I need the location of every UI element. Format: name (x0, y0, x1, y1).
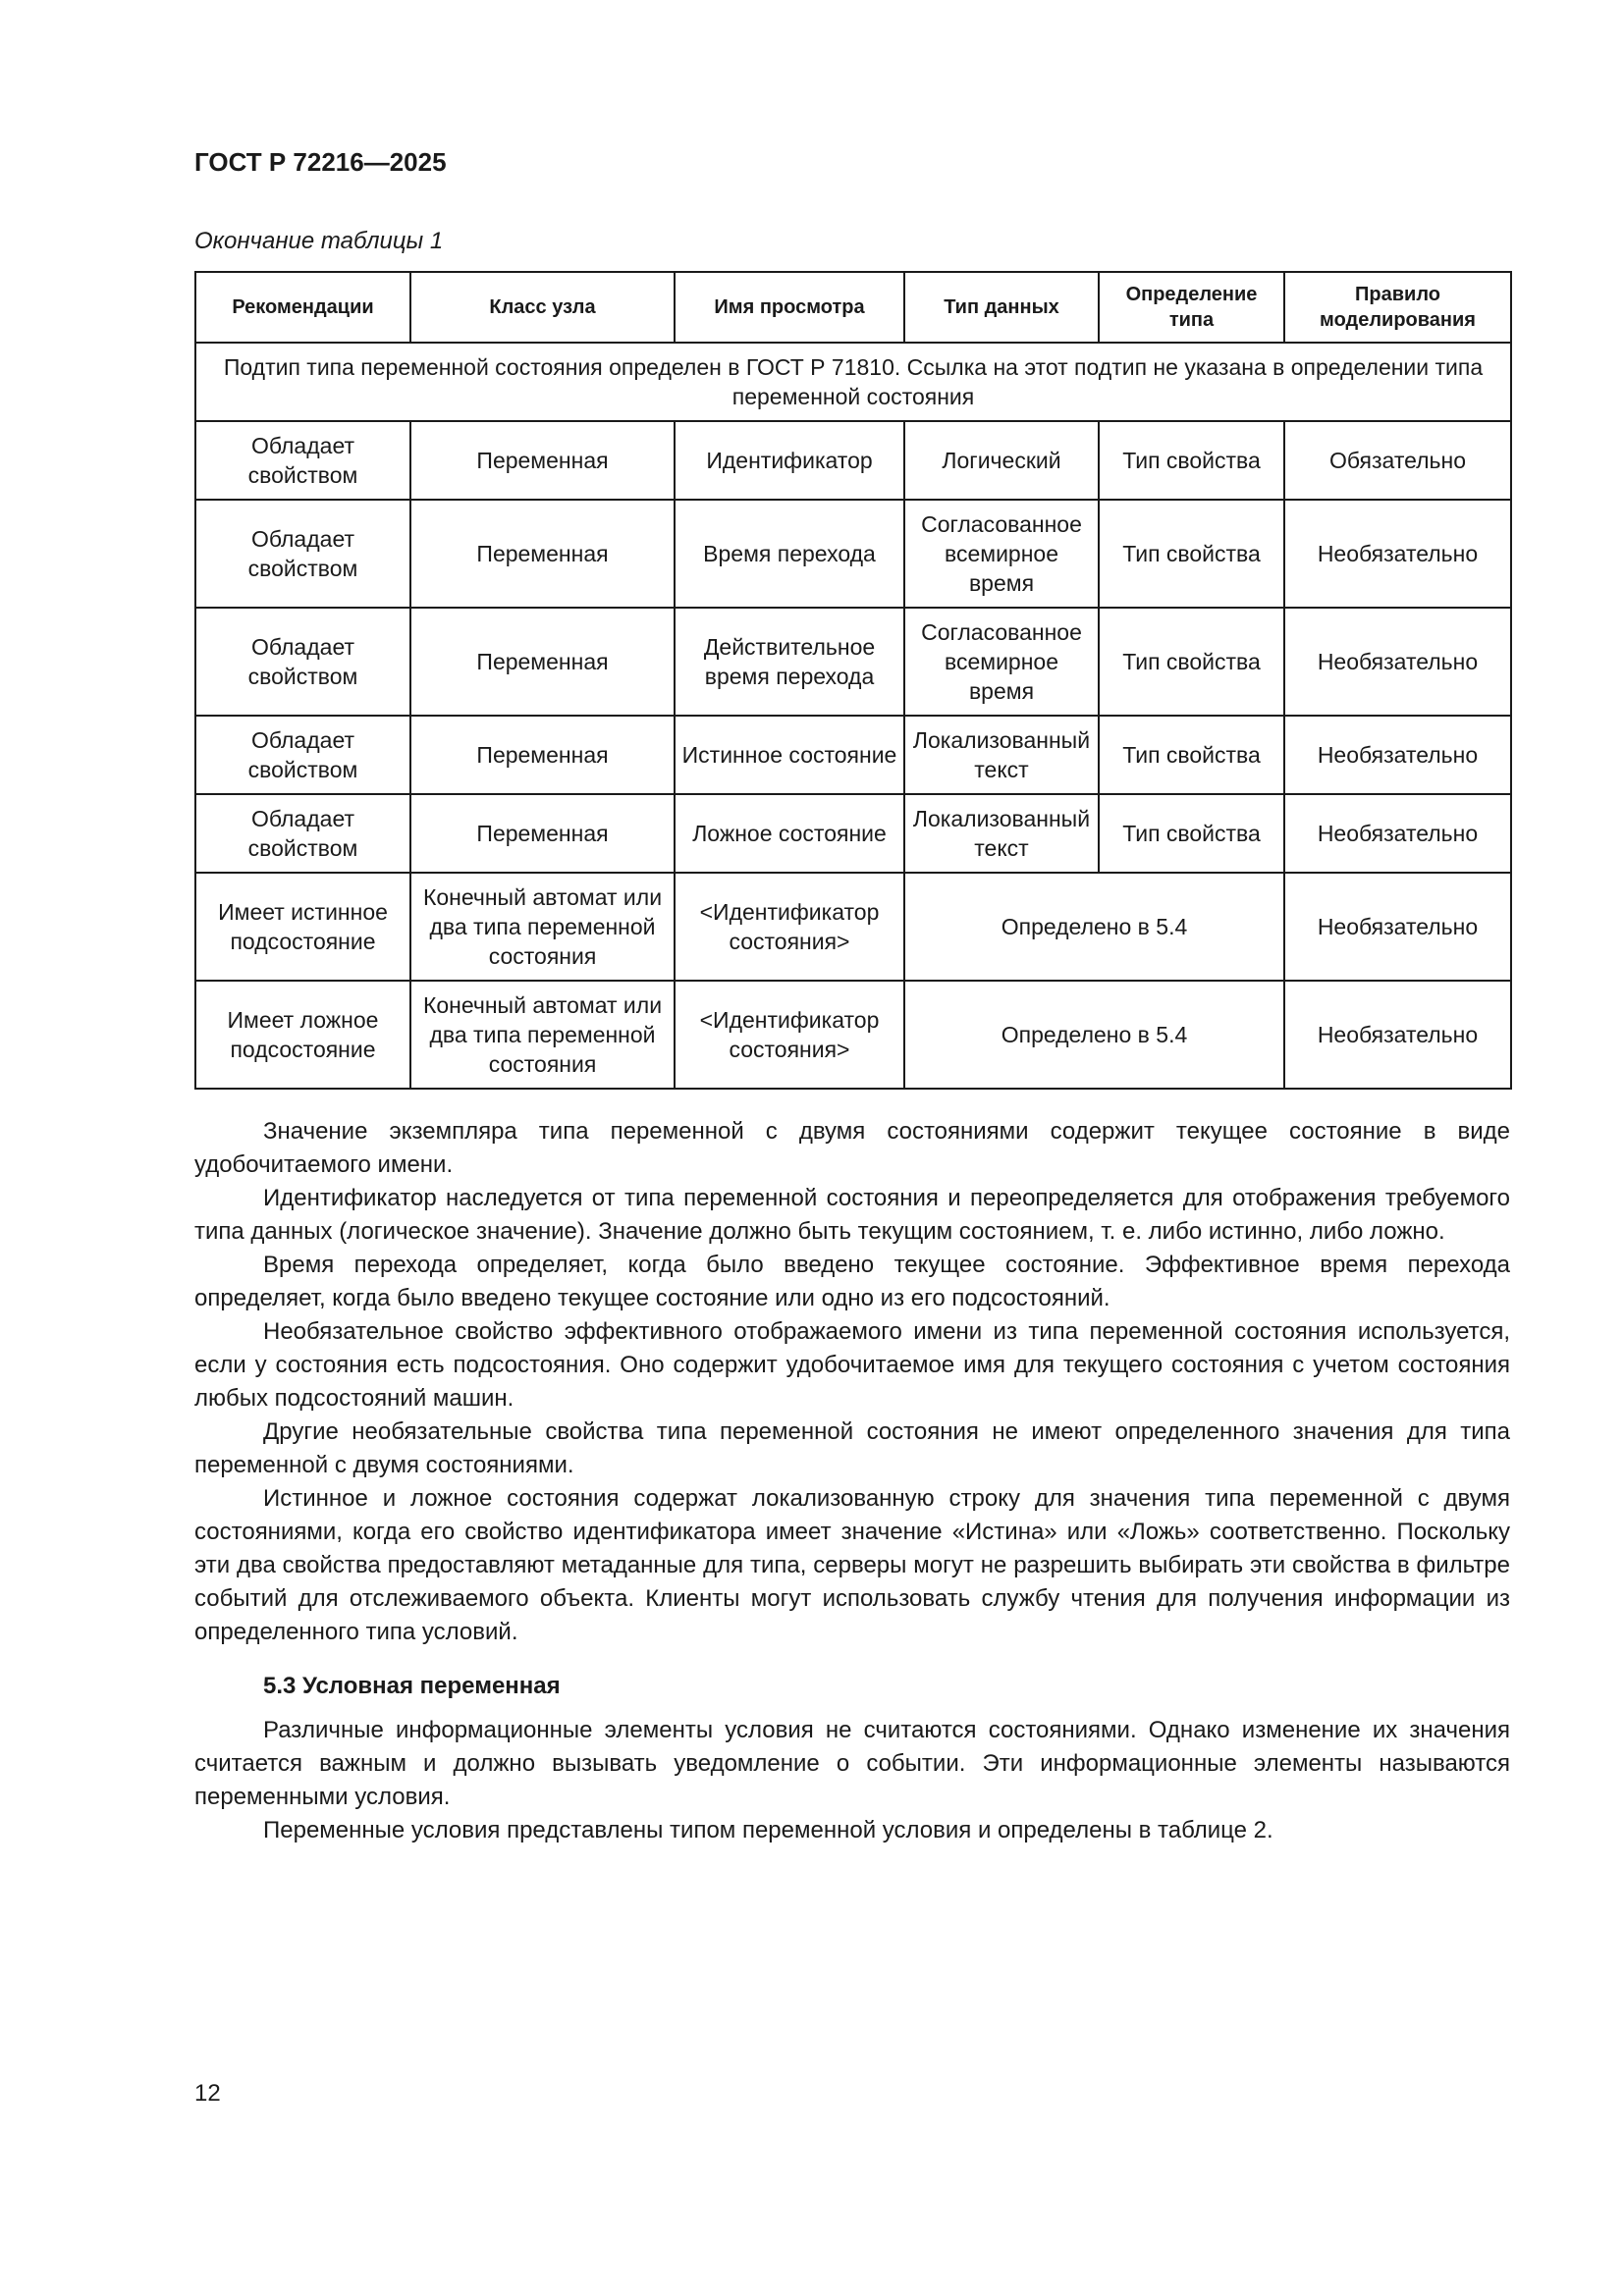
table-header-row (195, 272, 1511, 343)
table-cell: Ложное состояние (675, 794, 904, 873)
table-row (195, 716, 1511, 794)
table-cell: Необязательно (1284, 794, 1511, 873)
table-cell: Тип свойства (1099, 421, 1284, 500)
table-cell: Тип свойства (1099, 794, 1284, 873)
paragraph: Различные информационные элементы условия не считаются состояниями. Однако изменение их значения считается важным и должно вызывать уведомление о событии. Эти информационные элементы называются переменными условия. (194, 1717, 1510, 1810)
table-cell-merged: Определено в 5.4 (904, 981, 1284, 1089)
paragraph: Переменные условия представлены типом переменной условия и определены в таблице 2. (263, 1817, 1273, 1843)
table-cell: Тип свойства (1099, 608, 1284, 716)
table-cell: Обладает свойством (195, 500, 410, 608)
table-cell: Переменная (410, 794, 675, 873)
table-note-row (195, 343, 1511, 421)
body-text (194, 1115, 1510, 1847)
table-cell: Логический (904, 421, 1099, 500)
paragraph: Значение экземпляра типа переменной с двумя состояниями содержит текущее состояние в виде удобочитаемого имени. (194, 1118, 1510, 1178)
table-cell: Переменная (410, 421, 675, 500)
page-number: 12 (194, 2080, 221, 2107)
table-cell: <Идентификатор состояния> (675, 873, 904, 981)
table-cell: Согласованное всемирное время (904, 608, 1099, 716)
table-cell: Действительное время перехода (675, 608, 904, 716)
table-cell: Обязательно (1284, 421, 1511, 500)
table-cell: Конечный автомат или два типа переменной состояния (410, 873, 675, 981)
table-cell: Имеет истинное подсостояние (195, 873, 410, 981)
paragraph: Идентификатор наследуется от типа переменной состояния и переопределяется для отображения требуемого типа данных (логическое значение). Значение должно быть текущим состоянием, т. е. либо истинно, либо ложно. (194, 1185, 1510, 1245)
column-header: Определение типа (1099, 272, 1284, 343)
column-header: Класс узла (410, 272, 675, 343)
column-header: Тип данных (904, 272, 1099, 343)
table-row (195, 500, 1511, 608)
column-header: Правило моделирования (1284, 272, 1511, 343)
paragraph: Истинное и ложное состояния содержат локализованную строку для значения типа переменной с двумя состояниями, когда его свойство идентификатора имеет значение «Истина» или «Ложь» соответственно. Поскольку эти два свойства предоставляют метаданные для типа, серверы могут не разрешить выбирать эти свойства в фильтре событий для отслеживаемого объекта. Клиенты могут использовать службу чтения для получения информации из определенного типа условий. (194, 1485, 1510, 1645)
table-1 (194, 271, 1512, 1090)
table-cell: Необязательно (1284, 873, 1511, 981)
paragraph: Необязательное свойство эффективного отображаемого имени из типа переменной состояния используется, если у состояния есть подсостояния. Оно содержит удобочитаемое имя для текущего состояния с учетом состояния любых подсостояний машин. (194, 1318, 1510, 1412)
table-cell: Переменная (410, 608, 675, 716)
table-cell: Истинное состояние (675, 716, 904, 794)
table-row (195, 981, 1511, 1089)
paragraph: Другие необязательные свойства типа переменной состояния не имеют определенного значения для типа переменной с двумя состояниями. (194, 1418, 1510, 1478)
table-note: Подтип типа переменной состояния определен в ГОСТ Р 71810. Ссылка на этот подтип не указана в определении типа переменной состояния (195, 343, 1511, 421)
table-cell: <Идентификатор состояния> (675, 981, 904, 1089)
section-heading: 5.3 Условная переменная (263, 1673, 561, 1699)
table-cell: Тип свойства (1099, 716, 1284, 794)
table-row (195, 873, 1511, 981)
table-cell-merged: Определено в 5.4 (904, 873, 1284, 981)
column-header: Рекомендации (195, 272, 410, 343)
table-cell: Согласованное всемирное время (904, 500, 1099, 608)
table-cell: Время перехода (675, 500, 904, 608)
table-row (195, 421, 1511, 500)
table-cell: Тип свойства (1099, 500, 1284, 608)
table-cell: Переменная (410, 500, 675, 608)
table-cell: Локализованный текст (904, 716, 1099, 794)
paragraph: Время перехода определяет, когда было введено текущее состояние. Эффективное время перехода определяет, когда было введено текущее состояние или одно из его подсостояний. (194, 1252, 1510, 1311)
table-cell: Конечный автомат или два типа переменной состояния (410, 981, 675, 1089)
table-cell: Необязательно (1284, 500, 1511, 608)
table-cell: Обладает свойством (195, 716, 410, 794)
column-header: Имя просмотра (675, 272, 904, 343)
table-cell: Переменная (410, 716, 675, 794)
table-cell: Имеет ложное подсостояние (195, 981, 410, 1089)
table-cell: Обладает свойством (195, 421, 410, 500)
table-caption: Окончание таблицы 1 (194, 228, 444, 254)
table-row (195, 608, 1511, 716)
table-cell: Обладает свойством (195, 608, 410, 716)
table-cell: Обладает свойством (195, 794, 410, 873)
table-cell: Необязательно (1284, 981, 1511, 1089)
document-header: ГОСТ Р 72216—2025 (194, 147, 447, 177)
table-cell: Локализованный текст (904, 794, 1099, 873)
table-row (195, 794, 1511, 873)
table-cell: Необязательно (1284, 716, 1511, 794)
table-cell: Идентификатор (675, 421, 904, 500)
table-cell: Необязательно (1284, 608, 1511, 716)
